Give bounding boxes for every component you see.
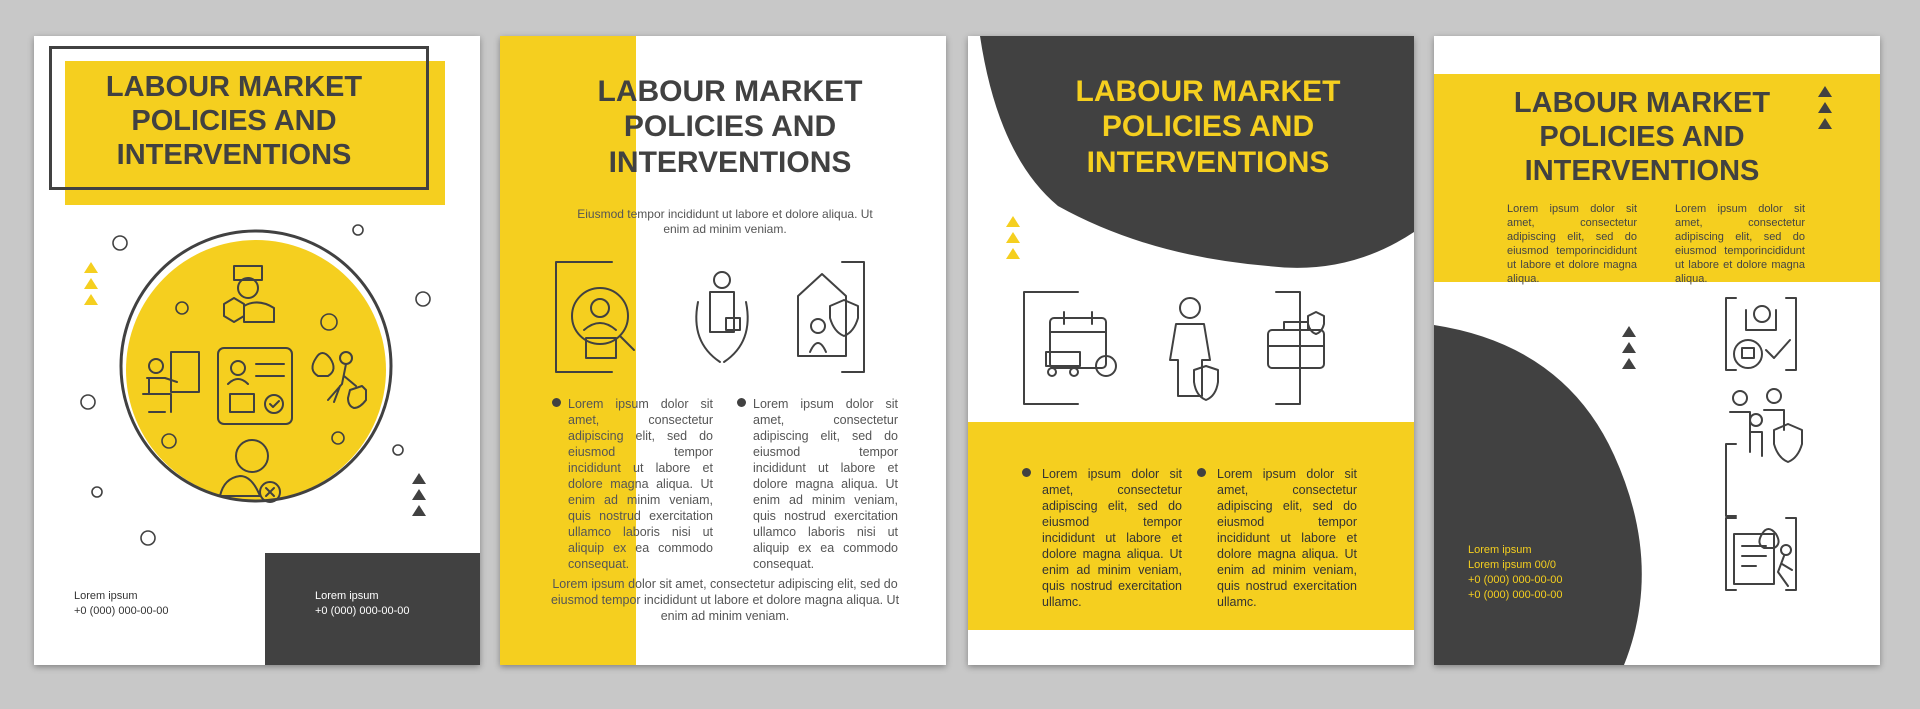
page-title: LABOUR MARKET POLICIES AND INTERVENTIONS bbox=[1075, 75, 1341, 179]
briefcase-icon bbox=[1268, 312, 1324, 368]
contract-icon bbox=[1734, 529, 1792, 586]
job-search-icon bbox=[572, 288, 634, 358]
contact-block bbox=[1468, 543, 1562, 603]
presenter-icon bbox=[139, 348, 209, 418]
house-shield-icon bbox=[798, 274, 858, 356]
bullet-1 bbox=[1022, 468, 1031, 477]
stroller-calendar-icon bbox=[1046, 312, 1116, 376]
bullet-2 bbox=[1197, 468, 1206, 477]
contact-address: Lorem ipsum 00/0 bbox=[1468, 559, 1557, 571]
brochure-page-4 bbox=[1434, 36, 1880, 665]
contact-right-name: Lorem ipsum bbox=[315, 590, 379, 602]
brochure-page-2 bbox=[500, 36, 946, 665]
bullet-2 bbox=[737, 398, 746, 407]
person-heart-icon bbox=[216, 434, 296, 514]
hands-support-icon bbox=[696, 272, 747, 362]
contact-left-phone: +0 (000) 000-00-00 bbox=[74, 605, 169, 617]
contact-name: Lorem ipsum bbox=[1468, 544, 1532, 556]
icon-row bbox=[968, 288, 1414, 408]
triangle-marks-yellow bbox=[1006, 216, 1020, 264]
contact-right-phone: +0 (000) 000-00-00 bbox=[315, 605, 410, 617]
triangle-marks-dark bbox=[1818, 86, 1832, 134]
contact-right bbox=[315, 589, 409, 619]
triangle-marks-yellow bbox=[84, 262, 98, 310]
bullet-1 bbox=[552, 398, 561, 407]
page-title: LABOUR MARKET POLICIES AND INTERVENTIONS bbox=[1513, 87, 1771, 188]
column-text-1: Lorem ipsum dolor sit amet, consectetur adipiscing elit, sed do eiusmod tempor incididunt ut labore et dolore magna aliqua. Ut enim ad minim veniam, quis nostrud exercitation ullamco laboris nisi ut aliquip ex ea commodo consequat. bbox=[568, 397, 713, 571]
icon-column bbox=[1704, 294, 1844, 644]
money-bag-icon bbox=[310, 346, 370, 426]
contact-phone-1: +0 (000) 000-00-00 bbox=[1468, 574, 1563, 586]
footer-text: Lorem ipsum dolor sit amet, consectetur adipiscing elit, sed do eiusmod tempor incididunt ut labore et dolore magna aliqua. Ut enim ad minim veniam. bbox=[550, 577, 900, 623]
triangle-marks-dark-2 bbox=[1622, 326, 1636, 374]
column-text-1: Lorem ipsum dolor sit amet, consectetur adipiscing elit, sed do eiusmod temporincididunt ut labore et dolore magna aliqua. bbox=[1507, 203, 1637, 285]
brochure-page-1 bbox=[34, 36, 480, 665]
id-card-icon bbox=[216, 346, 296, 426]
icon-row bbox=[500, 256, 946, 386]
contact-phone-2: +0 (000) 000-00-00 bbox=[1468, 589, 1563, 601]
page-title: LABOUR MARKET POLICIES AND INTERVENTIONS bbox=[105, 71, 363, 172]
contact-left bbox=[74, 589, 168, 619]
subtitle: Eiusmod tempor incididunt ut labore et dolore aliqua. Ut enim ad minim veniam. bbox=[577, 207, 873, 236]
triangle-marks-dark bbox=[412, 473, 426, 521]
page-title: LABOUR MARKET POLICIES AND INTERVENTIONS bbox=[597, 75, 863, 179]
contact-left-name: Lorem ipsum bbox=[74, 590, 138, 602]
baby-icon bbox=[220, 264, 280, 334]
column-text-1: Lorem ipsum dolor sit amet, consectetur adipiscing elit, sed do eiusmod tempor incididunt ut labore et dolore magna aliqua. Ut enim ad minim veniam, quis nostrud exercitation ullamc. bbox=[1042, 467, 1182, 609]
column-text-2: Lorem ipsum dolor sit amet, consectetur adipiscing elit, sed do eiusmod temporincididunt ut labore et dolore magna aliqua. bbox=[1675, 203, 1805, 285]
person-shield-icon bbox=[1170, 298, 1218, 400]
employee-gear-icon bbox=[1734, 306, 1790, 368]
brochure-page-3 bbox=[968, 36, 1414, 665]
column-text-2: Lorem ipsum dolor sit amet, consectetur adipiscing elit, sed do eiusmod tempor incididunt ut labore et dolore magna aliqua. Ut enim ad minim veniam, quis nostrud exercitation ullamco laboris nisi ut aliquip ex ea commodo consequat. bbox=[753, 397, 898, 571]
column-text-2: Lorem ipsum dolor sit amet, consectetur adipiscing elit, sed do eiusmod tempor incididunt ut labore et dolore magna aliqua. Ut enim ad minim veniam, quis nostrud exercitation ullamc. bbox=[1217, 467, 1357, 609]
family-money-icon bbox=[1730, 389, 1802, 462]
